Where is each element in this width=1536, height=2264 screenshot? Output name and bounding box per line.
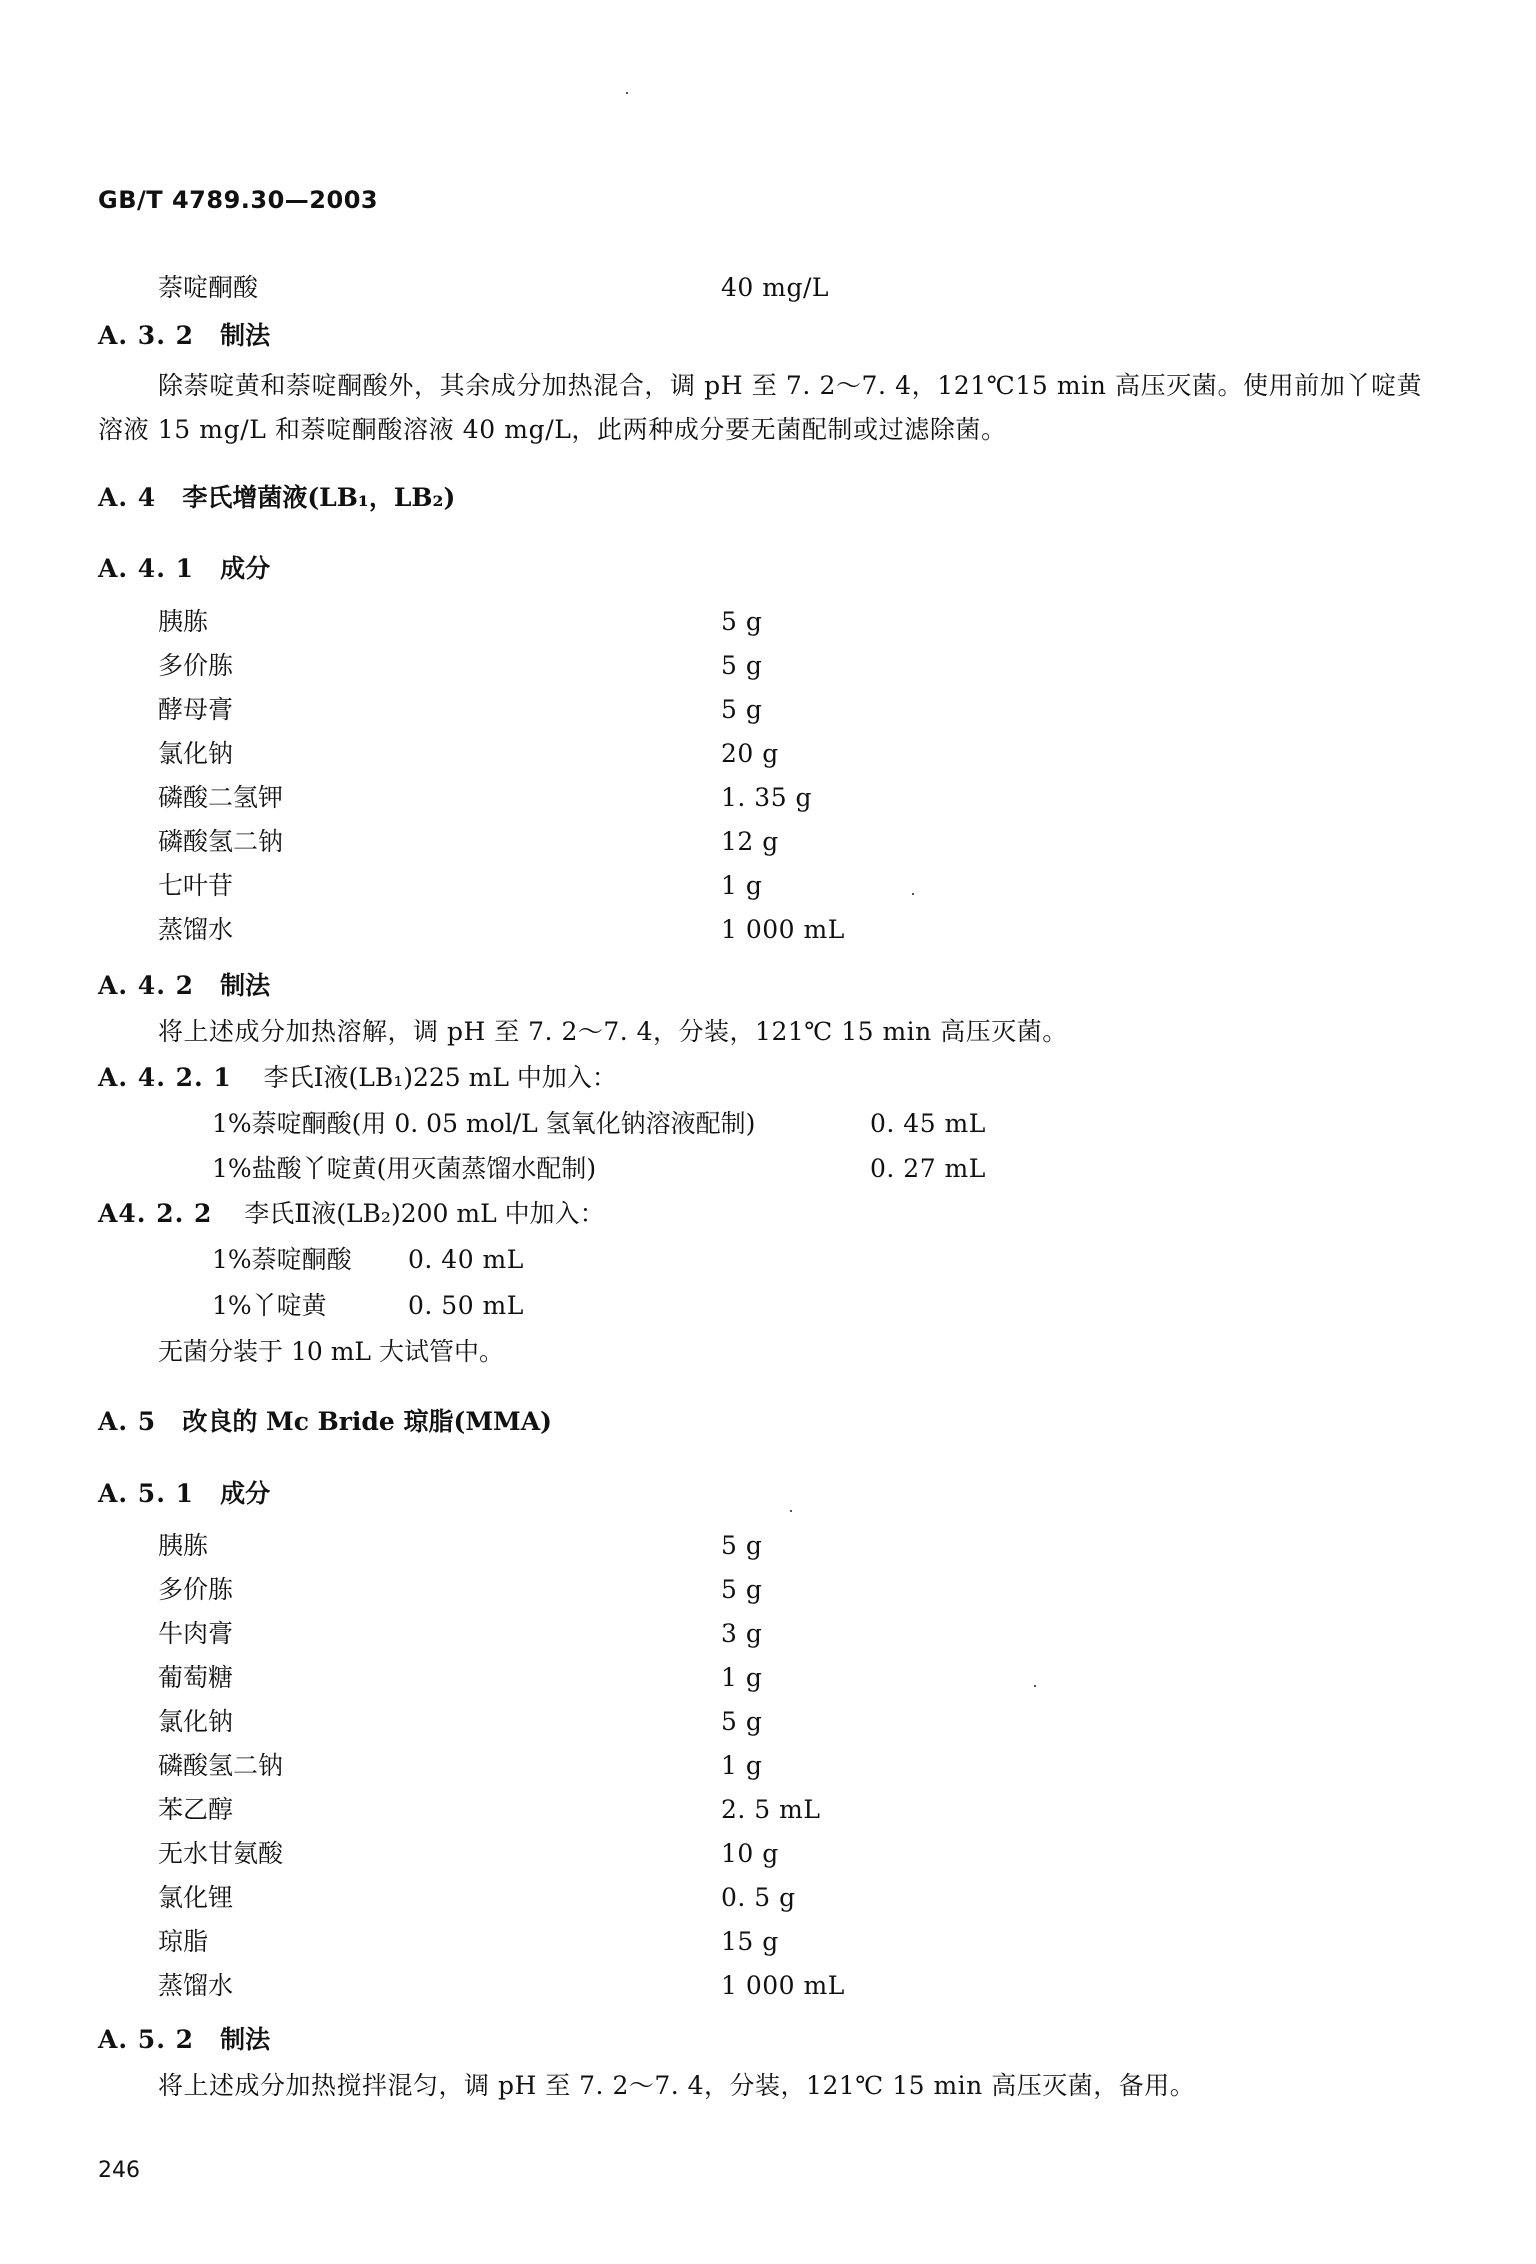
ingredient-name: 无水甘氨酸 bbox=[158, 1839, 284, 1868]
ingredient-amount: 5 g bbox=[721, 1575, 763, 1604]
ingredient-row bbox=[158, 1530, 858, 1562]
ingredient-row bbox=[158, 826, 858, 858]
additive-name: 1%丫啶黄 bbox=[212, 1291, 327, 1320]
clause-a4-2-2: A4. 2. 2 李氏Ⅱ液(LB₂)200 mL 中加入： bbox=[98, 1199, 605, 1228]
ingredient-amount: 2. 5 mL bbox=[721, 1795, 821, 1824]
ingredient-name: 蒸馏水 bbox=[158, 1971, 234, 2000]
a5-2-paragraph: 将上述成分加热搅拌混匀，调 pH 至 7. 2～7. 4，分装，121℃ 15 min 高压灭菌，备用。 bbox=[158, 2071, 1196, 2100]
ingredient-name: 胰胨 bbox=[158, 1531, 209, 1560]
additive-name: 1%萘啶酮酸 bbox=[212, 1245, 352, 1274]
ingredient-name: 葡萄糖 bbox=[158, 1663, 234, 1692]
additive-name: 1%盐酸丫啶黄(用灭菌蒸馏水配制) bbox=[212, 1154, 597, 1183]
additive-amount: 0. 45 mL bbox=[870, 1109, 986, 1138]
ingredient-name: 琼脂 bbox=[158, 1927, 209, 1956]
additive-row bbox=[212, 1108, 755, 1140]
ingredient-amount: 1 g bbox=[721, 1663, 763, 1692]
additive-amount: 0. 27 mL bbox=[870, 1154, 986, 1183]
ingredient-amount: 5 g bbox=[721, 651, 763, 680]
ingredient-row bbox=[158, 1926, 858, 1958]
a4-2-paragraph: 将上述成分加热溶解，调 pH 至 7. 2～7. 4，分装，121℃ 15 min 高压灭菌。 bbox=[158, 1017, 1068, 1046]
ingredient-row bbox=[158, 694, 858, 726]
ingredient-name: 苯乙醇 bbox=[158, 1795, 234, 1824]
ingredient-amount: 3 g bbox=[721, 1619, 763, 1648]
scan-speck bbox=[790, 1510, 792, 1512]
ingredient-row bbox=[158, 1970, 858, 2002]
ingredient-row bbox=[158, 272, 858, 304]
ingredient-amount: 40 mg/L bbox=[721, 273, 829, 302]
ingredient-name: 胰胨 bbox=[158, 607, 209, 636]
ingredient-row bbox=[158, 1574, 858, 1606]
scan-speck bbox=[626, 92, 628, 94]
ingredient-amount: 10 g bbox=[721, 1839, 779, 1868]
ingredient-name: 萘啶酮酸 bbox=[158, 273, 259, 302]
ingredient-amount: 1 000 mL bbox=[721, 1971, 845, 2000]
ingredient-name: 多价胨 bbox=[158, 1575, 234, 1604]
ingredient-name: 蒸馏水 bbox=[158, 915, 234, 944]
ingredient-amount: 1 g bbox=[721, 871, 763, 900]
ingredient-name: 氯化钠 bbox=[158, 739, 234, 768]
ingredient-amount: 20 g bbox=[721, 739, 779, 768]
ingredient-row bbox=[158, 1838, 858, 1870]
additive-amount: 0. 40 mL bbox=[408, 1245, 524, 1274]
ingredient-amount: 5 g bbox=[721, 1531, 763, 1560]
ingredient-row bbox=[158, 650, 858, 682]
additive-row bbox=[212, 1153, 596, 1185]
a3-2-paragraph: 除萘啶黄和萘啶酮酸外，其余成分加热混合，调 pH 至 7. 2～7. 4，121℃15 min 高压灭菌。使用前加丫啶黄溶液 15 mg/L 和萘啶酮酸溶液 40 mg/L，此两种成分要无菌配制或过滤除菌。 bbox=[98, 371, 1423, 444]
ingredient-row bbox=[158, 1882, 858, 1914]
ingredient-name: 磷酸二氢钾 bbox=[158, 783, 284, 812]
section-heading-a4-2: A. 4. 2 制法 bbox=[98, 971, 271, 1000]
section-heading-a5-2: A. 5. 2 制法 bbox=[98, 2025, 271, 2054]
ingredient-row bbox=[158, 606, 858, 638]
ingredient-amount: 5 g bbox=[721, 607, 763, 636]
section-heading-a5-1: A. 5. 1 成分 bbox=[98, 1479, 271, 1508]
ingredient-row bbox=[158, 1794, 858, 1826]
standard-code: GB/T 4789.30—2003 bbox=[98, 186, 379, 214]
scan-speck bbox=[1034, 1685, 1036, 1687]
ingredient-row bbox=[158, 1662, 858, 1694]
section-heading-a4-1: A. 4. 1 成分 bbox=[98, 554, 271, 583]
additive-name: 1%萘啶酮酸(用 0. 05 mol/L 氢氧化钠溶液配制) bbox=[212, 1109, 756, 1138]
section-heading-a3-2: A. 3. 2 制法 bbox=[98, 321, 271, 350]
scan-speck bbox=[912, 893, 914, 895]
ingredient-name: 氯化钠 bbox=[158, 1707, 234, 1736]
ingredient-row bbox=[158, 1706, 858, 1738]
ingredient-amount: 1 000 mL bbox=[721, 915, 845, 944]
ingredient-name: 氯化锂 bbox=[158, 1883, 234, 1912]
section-heading-a4: A. 4 李氏增菌液(LB₁，LB₂) bbox=[98, 483, 456, 512]
ingredient-amount: 12 g bbox=[721, 827, 779, 856]
ingredient-amount: 5 g bbox=[721, 1707, 763, 1736]
ingredient-name: 磷酸氢二钠 bbox=[158, 1751, 284, 1780]
ingredient-name: 多价胨 bbox=[158, 651, 234, 680]
ingredient-row bbox=[158, 914, 858, 946]
ingredient-row bbox=[158, 1618, 858, 1650]
clause-a4-2-1: A. 4. 2. 1 李氏Ⅰ液(LB₁)225 mL 中加入： bbox=[98, 1063, 617, 1092]
ingredient-amount: 1 g bbox=[721, 1751, 763, 1780]
page-number: 246 bbox=[98, 2158, 140, 2183]
ingredient-row bbox=[158, 782, 858, 814]
dispense-note: 无菌分装于 10 mL 大试管中。 bbox=[158, 1337, 504, 1366]
ingredient-name: 牛肉膏 bbox=[158, 1619, 234, 1648]
section-heading-a5: A. 5 改良的 Mc Bride 琼脂(MMA) bbox=[98, 1407, 552, 1436]
ingredient-amount: 15 g bbox=[721, 1927, 779, 1956]
ingredient-row bbox=[158, 870, 858, 902]
ingredient-name: 酵母膏 bbox=[158, 695, 234, 724]
ingredient-amount: 5 g bbox=[721, 695, 763, 724]
ingredient-amount: 0. 5 g bbox=[721, 1883, 796, 1912]
additive-amount: 0. 50 mL bbox=[408, 1291, 524, 1320]
ingredient-amount: 1. 35 g bbox=[721, 783, 813, 812]
ingredient-row bbox=[158, 738, 858, 770]
ingredient-name: 磷酸氢二钠 bbox=[158, 827, 284, 856]
ingredient-name: 七叶苷 bbox=[158, 871, 234, 900]
ingredient-row bbox=[158, 1750, 858, 1782]
